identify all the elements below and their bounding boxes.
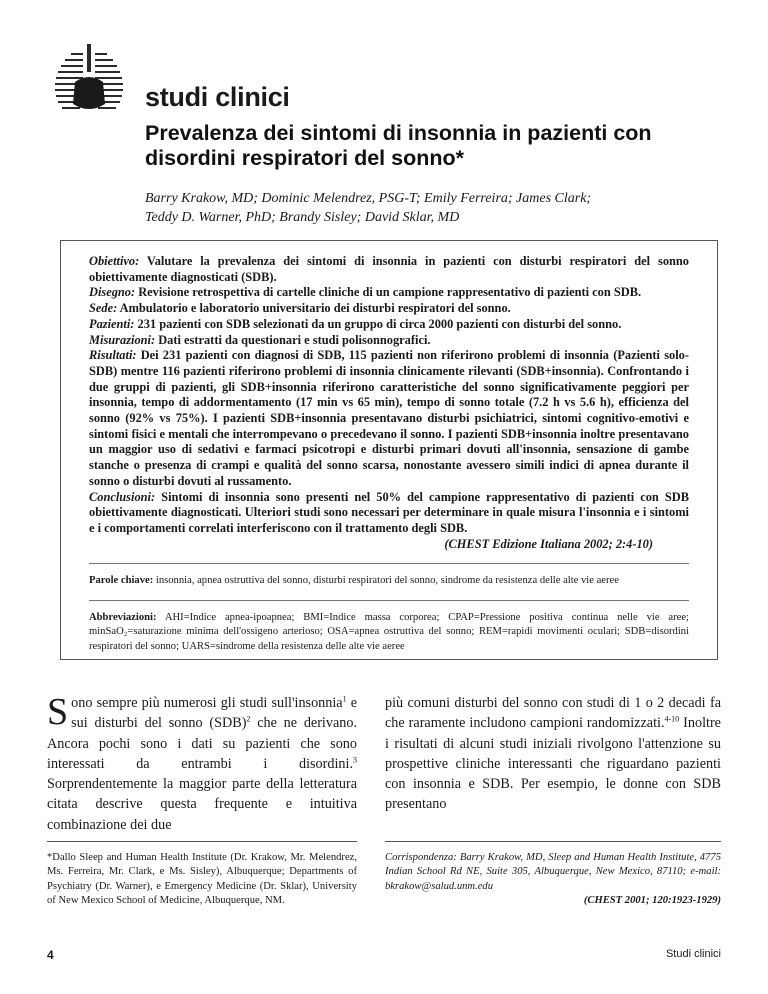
original-reference: (CHEST 2001; 120:1923-1929) (583, 895, 721, 907)
abbreviations-label: Abbreviazioni: (89, 611, 157, 623)
abstract-value: Revisione retrospettiva di cartelle cliniche di un campione rappresentativo di pazienti con SDB. (138, 285, 642, 300)
article-title: Prevalenza dei sintomi di insonnia in pazienti con disordini respiratori del sonno* (145, 121, 652, 170)
body-paragraph (385, 693, 721, 815)
affiliation-footnote: *Dallo Sleep and Human Health Institute (Dr. Krakow, Mr. Melendrez, Ms. Ferreira, Mr. Clark, e Ms. Sisley), Albuquerque; Departments of Psychiatry (Dr. Warner), e Emergency Medicine (Dr. Sklar), University of New Mexico School of Medicine, Albuquerque, NM. (47, 852, 357, 907)
abstract-value: Dei 231 pazienti con diagnosi di SDB, 115 pazienti non riferirono problemi di insonnia (Pazienti solo-SDB) mentre 116 pazienti riferirono problemi di insonnia clinicamente rilevanti (SDB+insonnia). Confrontando i due gruppi di pazienti, gli SDB+insonnia riferirono caratteristiche del sonno significativamente peggiori per insonnia, tempo di addormentamento (17 min vs 65 min), tempo di sonno totale (7.2 h vs 5.6 h), efficienza del sonno (92% vs 75%). I pazienti SDB+insonnia presentavano disturbi psichiatrici, sintomi cognitivo-emotivi e sintomi fisici e mentali che interrompevano o precedevano il sonno. I pazienti SDB+insonnia inoltre presentavano un maggior uso di sedativi e farmaci psicotropi e disturbi primari dovuti all'insonnia, sensazione di gambe stanche o presenza di crampi e qualità del sonno scarsa, nonostante avessero simili indici di apnea durante il sonno o disturbi dovuti al russamento. (89, 348, 689, 488)
abstract-value: Dati estratti da questionari e studi polisonnografici. (158, 332, 431, 347)
abstract-citation (89, 537, 689, 553)
keywords-text: insonnia, apnea ostruttiva del sonno, disturbi respiratori del sonno, sindrome da resistenza delle alte vie aeree (155, 575, 619, 587)
abstract-value: Ambulatorio e laboratorio universitario dei disturbi respiratori del sonno. (119, 301, 511, 316)
body-text: che ne derivano. Ancora pochi sono i dati su pazienti che sono interessati da entrambi i disordini. (47, 715, 357, 772)
ref-sup: 4-10 (664, 714, 680, 724)
body-text: Inoltre i risultati di alcuni studi iniziali rivolgono l'attenzione su prospettive cliniche interessanti che riguardano pazienti con insonnia e SDB. Per esempio, le donne con SDB presentano (385, 715, 721, 813)
divider (89, 600, 689, 601)
body-column-right (385, 693, 721, 815)
section-title: studi clinici (145, 82, 290, 112)
abbreviations (89, 611, 689, 655)
abstract-label: Sede: (89, 301, 118, 316)
abstract-label: Misurazioni: (89, 332, 156, 347)
ref-sup: 2 (246, 714, 251, 724)
lungs-logo-icon (45, 42, 135, 122)
authors (145, 189, 745, 227)
divider (89, 563, 689, 564)
abstract-label: Risultati: (89, 348, 137, 363)
page-number: 4 (47, 948, 54, 962)
abstract-label: Obiettivo: (89, 254, 140, 268)
abbreviations-text: AHI=Indice apnea-ipoapnea; BMI=Indice massa corporea; CPAP=Pressione positiva continua nelle vie aree; minSaO₂=saturazione minima dell'ossigeno arterioso; OSA=apnea ostruttiva del sonno; REM=rapidi movimenti oculari; SDB=disordini respiratori del sonno; UARS=sindrome della resistenza delle alte vie aeree (89, 611, 689, 652)
abstract-text (89, 254, 689, 537)
abstract-label: Disegno: (89, 285, 136, 300)
body-paragraph (47, 693, 357, 835)
ref-sup: 3 (353, 755, 357, 765)
correspondence-text: Corrispondenza: Barry Krakow, MD, Sleep and Human Health Institute, 4775 Indian School Rd NE, Suite 305, Albuquerque, New Mexico, 87110; e-mail: bkrakow@salud.unm.edu (385, 852, 721, 892)
ref-sup: 1 (342, 694, 347, 704)
authors-line: Barry Krakow, MD; Dominic Melendrez, PSG-T; Emily Ferreira; James Clark; (145, 191, 592, 206)
abstract-label: Conclusioni: (89, 489, 156, 504)
footnote-divider (385, 841, 721, 842)
keywords-label: Parole chiave: (89, 575, 154, 587)
body-text: più comuni disturbi del sonno con studi di 1 o 2 decadi fa che raramente includono campioni randomizzati. (385, 695, 721, 732)
drop-cap: S (47, 691, 69, 733)
footnote-divider (47, 841, 357, 842)
body-text: ono sempre più numerosi gli studi sull'insonnia (71, 695, 343, 711)
abstract-value: Valutare la prevalenza dei sintomi di insonnia in pazienti con disturbi respiratori del sonno obiettivamente diagnosticati (SDB). (89, 254, 689, 284)
authors-line: Teddy D. Warner, PhD; Brandy Sisley; David Sklar, MD (145, 210, 460, 225)
abstract-value: Sintomi di insonnia sono presenti nel 50% del campione rappresentativo di pazienti con SDB obiettivamente diagnosticati. Ulteriori studi sono necessari per determinare in quale misura l'insonnia e i sintomi e i comportamenti correlati interferiscono con il trattamento degli SDB. (89, 489, 689, 535)
body-text: e sui disturbi del sonno (SDB) (71, 695, 357, 732)
footer-section-label: Studi clinici (665, 948, 721, 960)
correspondence-footnote (385, 851, 721, 909)
body-column-left (47, 693, 357, 835)
abstract-box (60, 240, 718, 660)
keywords (89, 574, 689, 589)
abstract-value: 231 pazienti con SDB selezionati da un gruppo di circa 2000 pazienti con disturbi del sonno. (137, 316, 622, 331)
abstract-label: Pazienti: (89, 316, 135, 331)
citation-text: (CHEST Edizione Italiana 2002; 2:4-10) (444, 536, 653, 551)
body-text: Sorprendentemente la maggior parte della letteratura citata descrive questa frequente e intuitiva combinazione dei due (47, 776, 357, 833)
